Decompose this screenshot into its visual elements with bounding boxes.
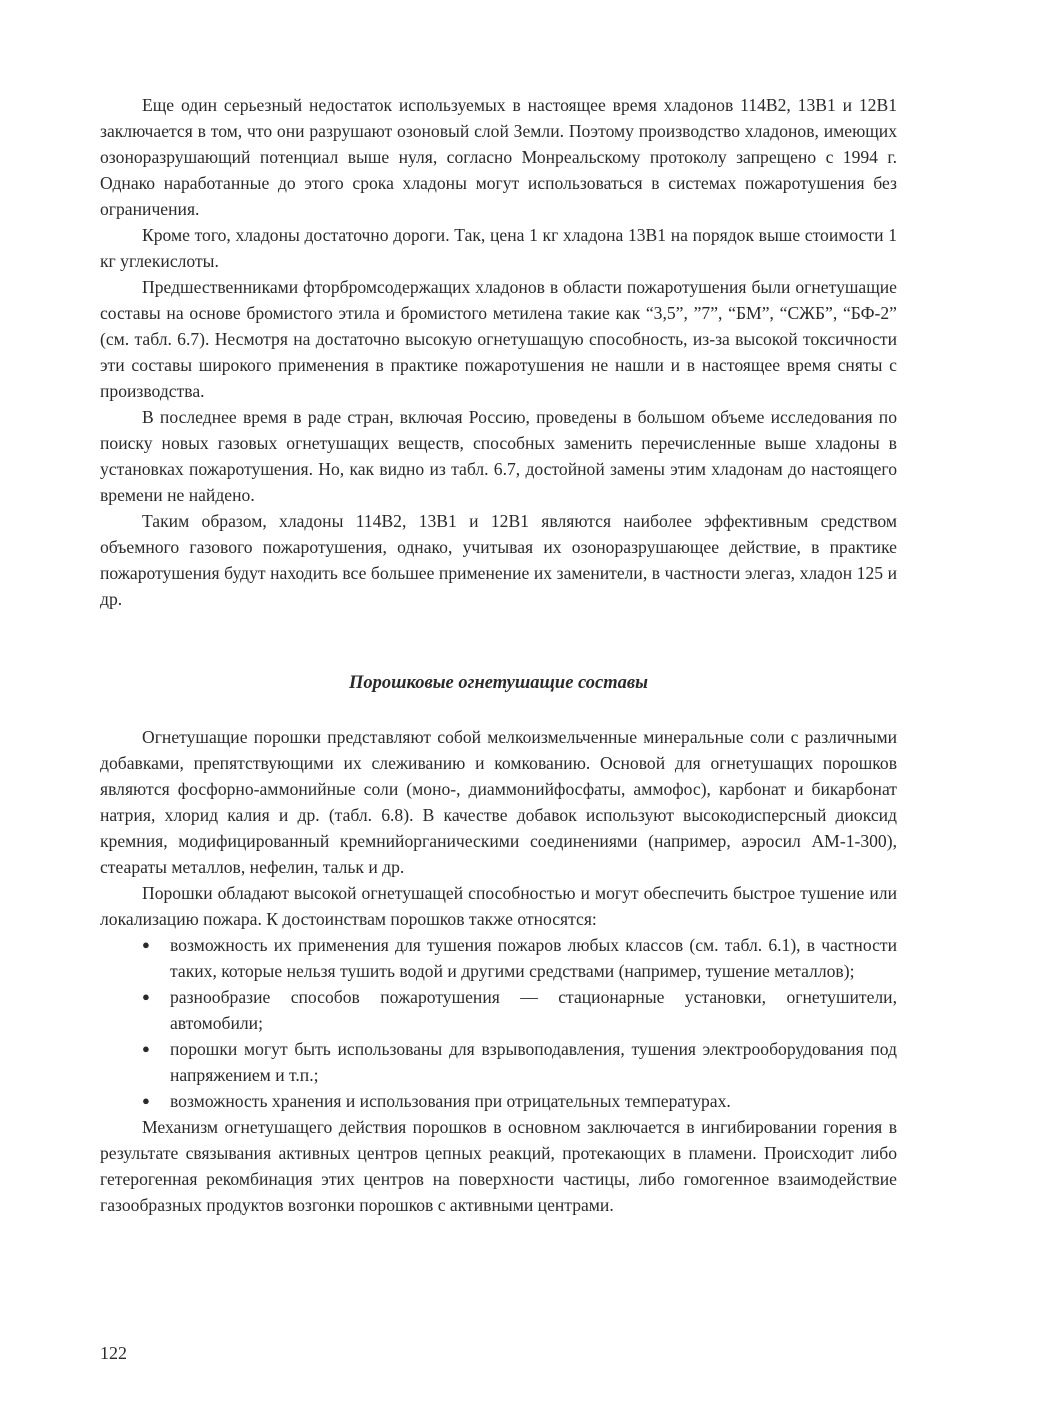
list-item-text: возможность их применения для тушения пожаров любых классов (см. табл. 6.1), в частности таких, которые нельзя тушить водой и другими средствами (например, тушение металлов);	[170, 935, 897, 981]
bottom-text-block	[100, 724, 897, 1218]
paragraph: Кроме того, хладоны достаточно дороги. Так, цена 1 кг хладона 13В1 на порядок выше стоимости 1 кг углекислоты.	[100, 225, 897, 271]
paragraph: Предшественниками фторбромсодержащих хладонов в области пожаротушения были огнетушащие составы на основе бромистого этила и бромистого метилена такие как “3,5”, ”7”, “БМ”, “СЖБ”, “БФ-2” (см. табл. 6.7). Несмотря на достаточно высокую огнетушащую способность, из-за высокой токсичности эти составы широкого применения в практике пожаротушения не нашли и в настоящее время сняты с производства.	[100, 277, 897, 401]
list-item	[100, 1036, 897, 1088]
paragraph: Порошки обладают высокой огнетушащей способностью и могут обеспечить быстрое тушение или локализацию пожара. К достоинствам порошков также относятся:	[100, 883, 897, 929]
paragraph: Еще один серьезный недостаток используемых в настоящее время хладонов 114В2, 13В1 и 12В1 заключается в том, что они разрушают озоновый слой Земли. Поэтому производство хладонов, имеющих озоноразрушающий потенциал выше нуля, согласно Монреальскому протоколу запрещено с 1994 г. Однако наработанные до этого срока хладоны могут использоваться в системах пожаротушения без ограничения.	[100, 95, 897, 219]
bullet-icon: ●	[142, 989, 150, 1004]
list-item	[100, 932, 897, 984]
bullet-icon: ●	[142, 1041, 150, 1056]
list-item-text: разнообразие способов пожаротушения — стационарные установки, огнетушители, автомобили;	[170, 987, 897, 1033]
bullet-icon: ●	[142, 937, 150, 952]
bullet-icon: ●	[142, 1093, 150, 1108]
list-item	[100, 984, 897, 1036]
list-item-text: возможность хранения и использования при отрицательных температурах.	[170, 1091, 731, 1111]
section-heading: Порошковые огнетушащие составы	[348, 673, 649, 693]
paragraph: В последнее время в раде стран, включая Россию, проведены в большом объеме исследования по поиску новых газовых огнетушащих веществ, способных заменить перечисленные выше хладоны в установках пожаротушения. Но, как видно из табл. 6.7, достойной замены этим хладонам до настоящего времени не найдено.	[100, 407, 897, 505]
top-text-block	[100, 92, 897, 612]
paragraph: Механизм огнетушащего действия порошков в основном заключается в ингибировании горения в результате связывания активных центров цепных реакций, протекающих в пламени. Происходит либо гетерогенная рекомбинация этих центров на поверхности частицы, либо гомогенное взаимодействие газообразных продуктов возгонки порошков с активными центрами.	[100, 1117, 897, 1215]
advantages-list	[100, 932, 897, 1114]
list-item	[100, 1088, 897, 1114]
paragraph: Таким образом, хладоны 114В2, 13В1 и 12В1 являются наиболее эффективным средством объемного газового пожаротушения, однако, учитывая их озоноразрушающее действие, в практике пожаротушения будут находить все большее применение их заменители, в частности элегаз, хладон 125 и др.	[100, 511, 897, 609]
list-item-text: порошки могут быть использованы для взрывоподавления, тушения электрооборудования под напряжением и т.п.;	[170, 1039, 897, 1085]
paragraph: Огнетушащие порошки представляют собой мелкоизмельченные минеральные соли с различными добавками, препятствующими их слеживанию и комкованию. Основой для огнетушащих порошков являются фосфорно-аммонийные соли (моно-, диаммонийфосфаты, аммофос), карбонат и бикарбонат натрия, хлорид калия и др. (табл. 6.8). В качестве добавок используют высокодисперсный диоксид кремния, модифицированный кремнийорганическими соединениями (например, аэросил АМ-1-300), стеараты металлов, нефелин, тальк и др.	[100, 727, 897, 877]
page-number: 122	[100, 1343, 127, 1363]
